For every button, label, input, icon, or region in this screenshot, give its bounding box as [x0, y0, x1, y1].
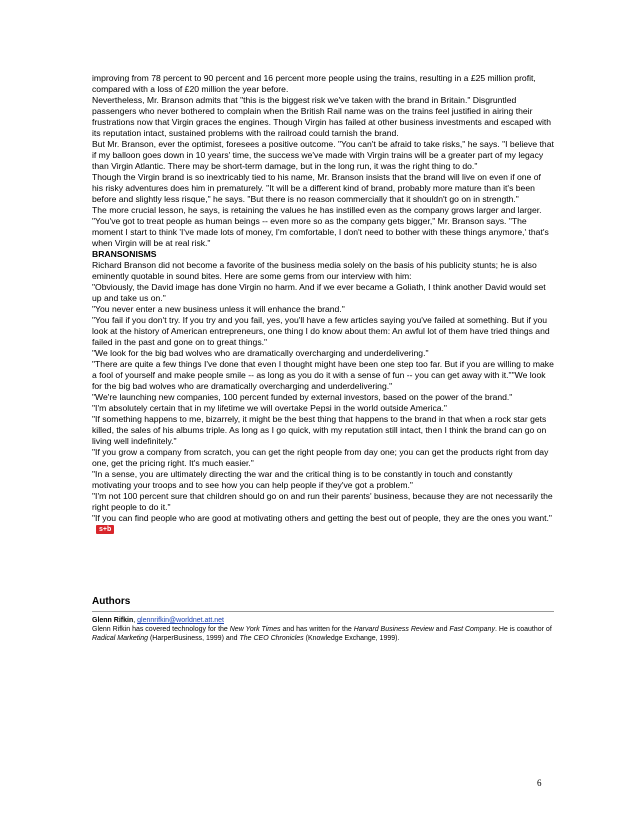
quote-paragraph: "Obviously, the David image has done Virgin no harm. And if we ever became a Goliath, I think another David would set up and take us on."	[92, 282, 546, 303]
author-bio	[92, 625, 554, 643]
paragraph: Richard Branson did not become a favorite of the business media solely on the basis of his publicity stunts; he is also eminently quotable in sound bites. Here are some gems from our interview with him:	[92, 260, 537, 281]
section-heading: BRANSONISMS	[92, 249, 157, 259]
last-quote-text: "If you can find people who are good at motivating others and getting the best out of people, they are the ones you want."	[92, 513, 552, 523]
paragraph: Though the Virgin brand is so inextricably tied to his name, Mr. Branson insists that the brand will live on even if one of his risky adventures does him in prematurely. "It will be a different kind of brand, probably more mature than it's been before and slightly less risque," he says. "But there is no reason commercially that it shouldn't go on in strength."	[92, 172, 541, 204]
quote-paragraph	[92, 513, 554, 535]
author-block	[92, 616, 554, 643]
publication-title: Harvard Business Review	[353, 626, 434, 633]
author-separator: ,	[133, 617, 138, 624]
authors-heading: Authors	[92, 596, 131, 607]
author-email-link[interactable]: glennrifkin@worldnet.att.net	[137, 617, 224, 624]
bio-text: and	[433, 626, 450, 633]
bio-text: (Knowledge Exchange, 1999).	[303, 635, 400, 642]
publication-title: New York Times	[229, 626, 281, 633]
bio-text: Glenn Rifkin has covered technology for the	[92, 626, 230, 633]
quote-paragraph: "In a sense, you are ultimately directing the war and the critical thing is to be constantly in touch and constantly motivating your troops and to see how you can help people if they've got a problem."	[92, 469, 513, 490]
quote-paragraph: "You fail if you don't try. If you try and you fail, yes, you'll have a few articles saying you've failed at something. But if you look at the history of American entrepreneurs, one thing I do know about them: An awful lot of them have tried things and failed in the past and gone on to great things."	[92, 315, 550, 347]
paragraph: improving from 78 percent to 90 percent and 16 percent more people using the trains, resulting in a £25 million profit, compared with a loss of £20 million the year before.	[92, 73, 536, 94]
quote-paragraph: "I'm not 100 percent sure that children should go on and run their parents' business, because they are not necessarily the right people to do it."	[92, 491, 553, 512]
author-name: Glenn Rifkin	[92, 617, 134, 624]
paragraph: But Mr. Branson, ever the optimist, foresees a positive outcome. "You can't be afraid to take risks," he says. "I believe that if my balloon goes down in 10 years' time, the success we've made with Virgin trains will be a greater part of my legacy than Virgin Atlantic. There may be short-term damage, but in the long run, it was the right thing to do."	[92, 139, 554, 171]
page-number: 6	[537, 778, 542, 788]
author-line	[92, 616, 554, 625]
bio-text: and has written for the	[280, 626, 354, 633]
article-body	[92, 73, 554, 535]
quote-paragraph: "If you grow a company from scratch, you can get the right people from day one; you can get the products right from day one, get the pricing right. It's much easier."	[92, 447, 549, 468]
publication-title: The CEO Chronicles	[239, 635, 304, 642]
quote-paragraph: "We look for the big bad wolves who are dramatically overcharging and underdelivering."	[92, 348, 429, 358]
quote-paragraph: "There are quite a few things I've done that even I thought might have been one step too far. But if you are willing to make a fool of yourself and make people smile -- as long as you do it with a sense of fun -- you can get away with it.""We look for the big bad wolves who are dramatically overcharging and underdelivering."	[92, 359, 554, 391]
paragraph: Nevertheless, Mr. Branson admits that "this is the biggest risk we've taken with the brand in Britain." Disgruntled passengers who never bothered to complain when the British Rail name was on the trains feel justified in airing their frustrations now that Virgin graces the engines. Though Virgin has failed at other business investments and escaped with its reputation intact, sustained problems with the railroad could tarnish the brand.	[92, 95, 552, 138]
sb-logo-icon: s+b	[96, 525, 114, 534]
bio-text: . He is coauthor of	[494, 626, 552, 633]
bio-text: (HarperBusiness, 1999) and	[148, 635, 240, 642]
paragraph: The more crucial lesson, he says, is retaining the values he has instilled even as the company grows larger and larger. "You've got to treat people as human beings -- even more so as the company gets bigger," Mr. Branson says. "The moment I start to think 'I've made lots of money, I'm comfortable, I don't need to bother with these things anymore,' that's when Virgin will be at real risk."	[92, 205, 549, 248]
publication-title: Fast Company	[449, 626, 495, 633]
quote-paragraph: "We're launching new companies, 100 percent funded by external investors, based on the power of the brand."	[92, 392, 513, 402]
quote-paragraph: "If something happens to me, bizarrely, it might be the best thing that happens to the brand in that when a rock star gets killed, the sales of his albums triple. As long as I go quick, with my reputation still intact, then I think the brand can go on living well indefinitely."	[92, 414, 547, 446]
quote-paragraph: "You never enter a new business unless it will enhance the brand."	[92, 304, 345, 314]
publication-title: Radical Marketing	[92, 635, 149, 642]
quote-paragraph: "I'm absolutely certain that in my lifetime we will overtake Pepsi in the world outside America."	[92, 403, 447, 413]
divider	[92, 611, 554, 612]
